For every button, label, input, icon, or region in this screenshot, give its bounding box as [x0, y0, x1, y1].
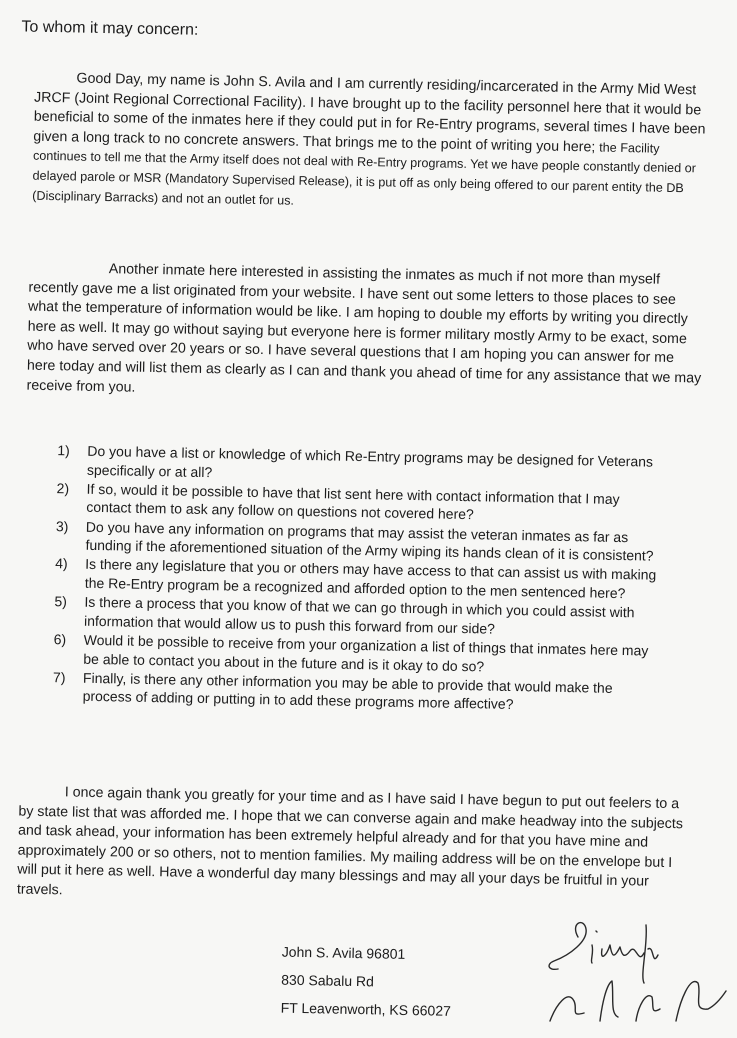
paragraph-intro	[32, 69, 715, 219]
question-number: 3)	[55, 517, 69, 534]
question-text: Would it be possible to receive from your organization a list of things that inmates here may be able to contact you about in the future and is it okay to do so?	[83, 631, 649, 674]
address-city: FT Leavenworth, KS 66027	[280, 999, 452, 1019]
question-text: Is there any legislature that you or others may have access to that can assist us with making the Re-Entry program be a recognized and afforded option to the men sentenced here?	[84, 556, 657, 602]
question-number: 6)	[53, 631, 67, 648]
paragraph-intro-main: Good Day, my name is John S. Avila and I am currently residing/incarcerated in the Army Mid West JRCF (Joint Regional Correctional Facility). I have brought up to the facility personnel here that it would be beneficial to some of the inmates here if they could put in for Re-Entry programs, several times I have been given a long track to no concrete answers. That brings me to the point of writing you here;	[33, 70, 706, 156]
paragraph-closing: I once again thank you greatly for your time and as I have said I have begun to put out feelers to a by state list that was afforded me. I hope that we can converse again and make headway into the subjects and task ahead, your information has been extremely helpful already and for that you have mine and approximately 200 or so others, not to mention families. My mailing address will be on the envelope but I will put it here as well. Have a wonderful day many blessings and may all your days be fruitful in your travels.	[16, 784, 684, 899]
paragraph-intro-tail: the Facility continues to tell me that the Army itself does not deal with Re-Entry programs. Yet we have people constantly denied or delayed parole or MSR (Mandatory Supervised Release), it is put off as only being offered to our parent entity the DB (Disciplinary Barracks) and not an outlet for us.	[32, 140, 696, 208]
question-text: Finally, is there any other information you may be able to provide that would make the process of adding or putting in to add these programs more affective?	[82, 669, 613, 713]
question-text: If so, would it be possible to have that list sent here with contact information that I may contact them to ask any follow on questions not covered here?	[86, 480, 620, 523]
question-number: 1)	[57, 442, 70, 459]
address-name-line: John S. Avila 96801	[281, 943, 406, 962]
question-number: 4)	[55, 555, 68, 572]
question-text: Do you have any information on programs that may assist the veteran inmates as far as funding if the aforementioned situation of the Army wiping its hands clean of it is consistent?	[85, 518, 654, 564]
signature-name-stroke	[550, 981, 726, 1021]
question-text: Is there a process that you know of that we can go through in which you could assist with information that would allow us to push this forward from our side?	[83, 593, 635, 637]
question-number: 5)	[54, 593, 68, 610]
handwritten-signature	[540, 905, 730, 1024]
paragraph-context: Another inmate here interested in assisting the inmates as much if not more than myself recently gave me a list originated from your website. I have sent out some letters to those places to see what the temperature of information would be like. I am hoping to double my efforts by writing you directly here as well. It may go without saying but everyone here is former military mostly Army to be exact, some who have served over 20 years or so. I have several questions that I am hoping you can answer for me here today and will list them as clearly as I can and thank you ahead of time for any assistance that we may receive from you.	[26, 261, 702, 396]
salutation: To whom it may concern:	[21, 18, 199, 39]
signature-closing-stroke	[549, 923, 658, 983]
address-street: 830 Sabalu Rd	[281, 971, 375, 990]
question-text: Do you have a list or knowledge of which Re-Entry programs may be designed for Veterans specifically or at all?	[86, 442, 654, 480]
mailing-address	[280, 938, 452, 1025]
question-list	[52, 441, 667, 717]
question-number: 7)	[52, 668, 66, 686]
question-number: 2)	[56, 479, 70, 497]
